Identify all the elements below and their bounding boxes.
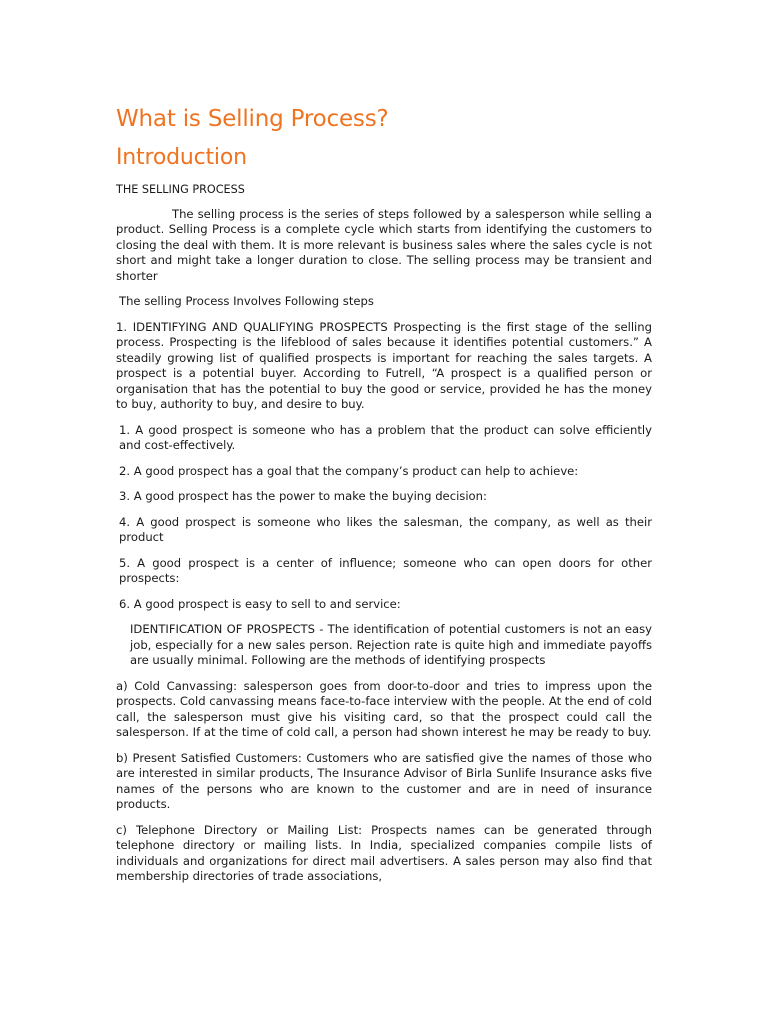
good-prospect-item: 1. A good prospect is someone who has a problem that the product can solve efficiently and cost-effectively.	[119, 422, 652, 452]
method-b-paragraph: b) Present Satisfied Customers: Customers who are satisfied give the names of those who are interested in similar products, The Insurance Advisor of Birla Sunlife Insurance asks five names of the persons who are known to the customer and are in need of insurance products.	[116, 750, 652, 811]
good-prospect-item: 3. A good prospect has the power to make the buying decision:	[119, 489, 487, 503]
subheading: THE SELLING PROCESS	[116, 183, 245, 196]
step1-paragraph: 1. IDENTIFYING AND QUALIFYING PROSPECTS Prospecting is the first stage of the selling process. Prospecting is the lifeblood of sales because it identifies potential customers.” A steadily growing list of qualified prospects is important for reaching the sales targets. A prospect is a potential buyer. According to Futrell, “A prospect is a qualified person or organisation that has the potential to buy the good or service, provided he has the money to buy, authority to buy, and desire to buy.	[116, 319, 652, 411]
document-body	[116, 104, 652, 885]
method-c-paragraph: c) Telephone Directory or Mailing List: Prospects names can be generated through telephone directory or mailing lists. In India, specialized companies compile lists of individuals and organizations for direct mail advertisers. A sales person may also find that membership directories of trade associations,	[116, 822, 652, 883]
good-prospect-item: 2. A good prospect has a goal that the company’s product can help to achieve:	[119, 463, 579, 478]
method-a-paragraph: a) Cold Canvassing: salesperson goes from door-to-door and tries to impress upon the prospects. Cold canvassing means face-to-face interview with the people. At the end of cold call, the salesperson must give his visiting card, so that the prospect could call the salesperson. If at the time of cold call, a person had shown interest he may be ready to buy.	[116, 678, 652, 739]
good-prospect-item: 4. A good prospect is someone who likes the salesman, the company, as well as their product	[119, 514, 652, 544]
section-heading: Introduction	[116, 145, 247, 170]
steps-intro: The selling Process Involves Following steps	[119, 294, 374, 308]
page-title: What is Selling Process?	[116, 106, 389, 132]
good-prospect-item: 6. A good prospect is easy to sell to and service:	[119, 596, 401, 611]
intro-paragraph: The selling process is the series of steps followed by a salesperson while selling a product. Selling Process is a complete cycle which starts from identifying the customers to closing the deal with them. It is more relevant is business sales where the sales cycle is not short and might take a longer duration to close. The selling process may be transient and shorter	[116, 206, 652, 283]
good-prospect-item: 5. A good prospect is a center of influence; someone who can open doors for other prospects:	[119, 555, 652, 585]
identification-paragraph: IDENTIFICATION OF PROSPECTS - The identification of potential customers is not an easy job, especially for a new sales person. Rejection rate is quite high and immediate payoffs are usually minimal. Following are the methods of identifying prospects	[130, 622, 652, 667]
